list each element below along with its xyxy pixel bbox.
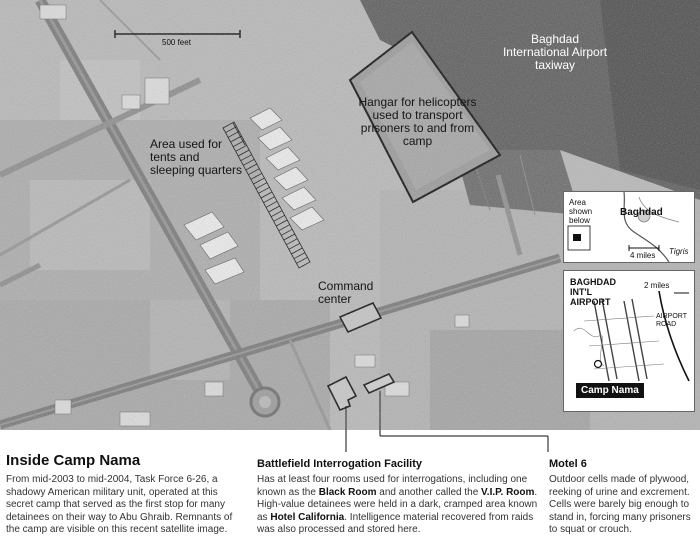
airport-label: BAGHDAD INT'L AIRPORT bbox=[570, 277, 616, 307]
hangar-label: Hangar for helicopters used to transport prisoners to and from camp bbox=[358, 95, 477, 148]
vip-room-name: V.I.P. Room bbox=[481, 486, 535, 498]
baghdad-city-label: Baghdad bbox=[620, 207, 663, 218]
facility-text-part-1: Has at least four rooms used for interrogations, including one known as the bbox=[257, 474, 528, 498]
page-title: Inside Camp Nama bbox=[6, 452, 141, 469]
facility-text-part-3: . High-value detainees were held in a dark, cramped area known as bbox=[257, 486, 538, 523]
facility-text-part-4: . Intelligence material recovered from raids was also processed and stored here. bbox=[257, 511, 534, 535]
area-shown-label: Area shown below bbox=[569, 198, 593, 225]
interrogation-facility-text bbox=[257, 474, 539, 537]
tigris-river-label: Tigris bbox=[669, 247, 689, 256]
region-locator-inset bbox=[563, 191, 695, 263]
hotel-california-name: Hotel California bbox=[270, 511, 345, 523]
region-scale-label: 4 miles bbox=[630, 251, 656, 260]
motel-6-text: Outdoor cells made of plywood, reeking of urine and excrement. Cells were barely big enough to stand in, forcing many prisoners to squat or crouch. bbox=[549, 474, 691, 535]
facility-text-part-2: and another called the bbox=[376, 486, 482, 498]
camp-nama-tag: Camp Nama bbox=[576, 383, 644, 398]
tents-label: Area used for tents and sleeping quarters bbox=[150, 137, 243, 177]
black-room-name: Black Room bbox=[318, 486, 377, 498]
airport-locator-inset bbox=[563, 270, 695, 412]
intro-text: From mid-2003 to mid-2004, Task Force 6-26, a shadowy American military unit, operated at this secret camp that served as the first stop for many detainees on their way to Abu Ghraib. Remnants of the camp are visible on this recent satellite image. bbox=[6, 474, 233, 535]
interrogation-facility-title: Battlefield Interrogation Facility bbox=[257, 458, 423, 470]
airport-road-label: AIRPORT ROAD bbox=[656, 313, 687, 328]
motel-6-title: Motel 6 bbox=[549, 458, 587, 470]
airport-scale-label: 2 miles bbox=[644, 281, 670, 290]
scale-bar-label: 500 feet bbox=[162, 38, 191, 47]
command-center-label: Command center bbox=[318, 279, 374, 306]
taxiway-label: Baghdad International Airport taxiway bbox=[502, 32, 608, 72]
